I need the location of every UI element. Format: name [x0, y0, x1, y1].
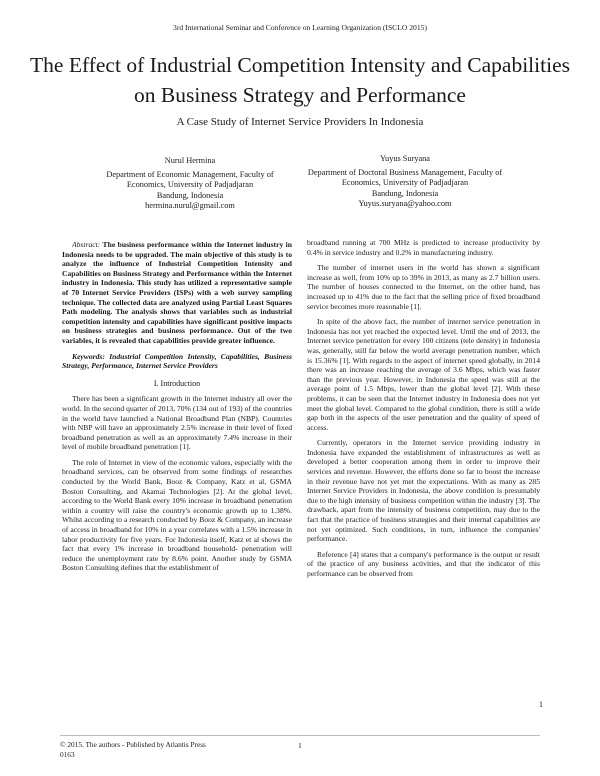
author-block-1	[70, 156, 310, 212]
author-location: Bandung, Indonesia	[156, 190, 224, 200]
author-name: Yuyus Suryana	[379, 154, 430, 163]
author-email: Yuyus.suryana@yahoo.com	[358, 199, 452, 209]
paper-code: 0163	[60, 750, 75, 759]
abstract-label: Abstract:	[72, 240, 101, 249]
author-email: hermina.nurul@gmail.com	[145, 201, 235, 211]
paragraph: Currently, operators in the Internet service providing industry in Indonesia have expanded the establishment of infrastructures as well as developed a better cooperation among them in order to improve their services and revenue. However, the efforts done so far to boost the increase in their revenue have not yet met the expectations. With as many as 285 Internet Service Providers in Indonesia, the above condition is presumably due to the high intensity of business competition within the industry [3]. The drawback, apart from the intensity of business competition, may due to the fact that the practice of business strategies and their internal capabilities are not yet optimized. Such conditions, in turn, influence the companies' performance.	[307, 438, 540, 544]
copyright-text: © 2015. The authors - Published by Atlantis Press	[60, 740, 206, 749]
running-header: 3rd International Seminar and Conference on Learning Organization (ISCLO 2015)	[173, 23, 427, 32]
footer-page-number: 1	[298, 741, 302, 750]
paragraph: Reference [4] states that a company's performance is the output or result of the practice of any business activities, and that the indicator of this performance can be observed from	[307, 549, 540, 578]
footer-divider	[60, 735, 540, 736]
author-affiliation: Department of Doctoral Business Management, Faculty of	[307, 167, 503, 177]
author-affiliation: Department of Economic Management, Faculty of	[106, 169, 274, 179]
paragraph: There has been a significant growth in the Internet industry all over the world. In the second quarter of 2013, 70% (134 out of 193) of the countries in the world have launched a National Broadband Plan (NBP). Countries with NBP will have an approximately 2.5% increase in their level of fixed broadband penetration as well as an approximately 7.4% increase in their level of mobile broadband penetration [1].	[62, 394, 292, 452]
footer-copyright	[60, 740, 206, 760]
paragraph: The number of internet users in the world has shown a significant increase as well, from 10% up to 39% in 2013, as many as 2.7 billion users. The number of houses connected to the Internet, on the other hand, has increased up to 41% due to the fact that the selling price of fixed broadband service becomes more reasonable [1].	[307, 263, 540, 311]
right-column	[307, 238, 540, 585]
author-name: Nurul Hermina	[164, 156, 216, 165]
keywords: Keywords: Industrial Competition Intensity, Capabilities, Business Strategy, Performance, Internet Service Providers	[62, 351, 292, 371]
author-block-2	[285, 154, 525, 210]
abstract	[62, 240, 292, 346]
paper-subtitle: A Case Study of Internet Service Providers In Indonesia	[176, 116, 424, 128]
left-column	[62, 240, 292, 579]
abstract-text: The business performance within the Internet industry in Indonesia needs to be upgraded. The main objective of this study is to analyze the influence of Industrial Competition Intensity and Capabilities on Business Strategy and Performance within the Internet industry in Indonesia. This study has utilized a representative sample of 70 Internet Service Providers (ISPs) with a web survey sampling technique. The collected data are analyzed using Partial Least Squares Path modeling. The analysis shows that variables such as industrial competition intensity and capabilities have significant positive impacts on business strategies and business performance. Out of the two variables, it is revealed that capabilities provide greater influence.	[62, 240, 292, 345]
author-affiliation: Economics, University of Padjadjaran	[126, 180, 254, 190]
page-number: 1	[539, 700, 543, 709]
section-heading: I. Introduction	[153, 378, 201, 388]
author-affiliation: Economics, University of Padjadjaran	[341, 178, 469, 188]
paragraph: The role of Internet in view of the economic values, especially with the broadband services, can be observed from some findings of researches conducted by the World Bank, Booz & Company, Katz et al, GSMA Boston Consulting, and Akamai Technologies [2]. At the global level, according to the World Bank every 10% increase in broadband penetration within a country will raise the country's economic growth up to 1.38%. Whilst according to a research conducted by Booz & Company, an increase of access in broadband for 10% in a year correlates with a 1.5% increase in labor productivity for five years. For Indonesia itself, Katz et al shows the fact that every 1% increase in broadband household- penetration will reduce the unemployment rate by 8.6% point. Another study by GSMA Boston Consulting defines that the establishment of	[62, 457, 292, 573]
paper-title: The Effect of Industrial Competition Intensity and Capabilities on Business Strategy and Performance	[30, 53, 570, 107]
paragraph: broadband running at 700 MHz is predicted to increase productivity by 0.4% in service industry and 0.2% in manufacturing industry.	[307, 238, 540, 257]
author-location: Bandung, Indonesia	[371, 188, 439, 198]
paragraph: In spite of the above fact, the number of internet service penetration in Indonesia has not yet reached the expected level. Until the end of 2013, the Internet service penetration for every 100 citizens (tele density) in Indonesia was, generally, still far below the world average penetration number, which is 15.36% [1]. With regards to the aspect of internet speed globally, in 2014 there was an increase reaching the average of 3.6 Mbps, which was faster than the previous year. However, in Indonesia the speed was still at the average point of 1.5 Mbps, lower than the global level [2]. With these problems, it can be seen that the Internet industry in Indonesia does not yet meet the global level. Compared to the global condition, there is still a wide gap both in the aspects of the user penetration and the quality of speed of access.	[307, 317, 540, 432]
